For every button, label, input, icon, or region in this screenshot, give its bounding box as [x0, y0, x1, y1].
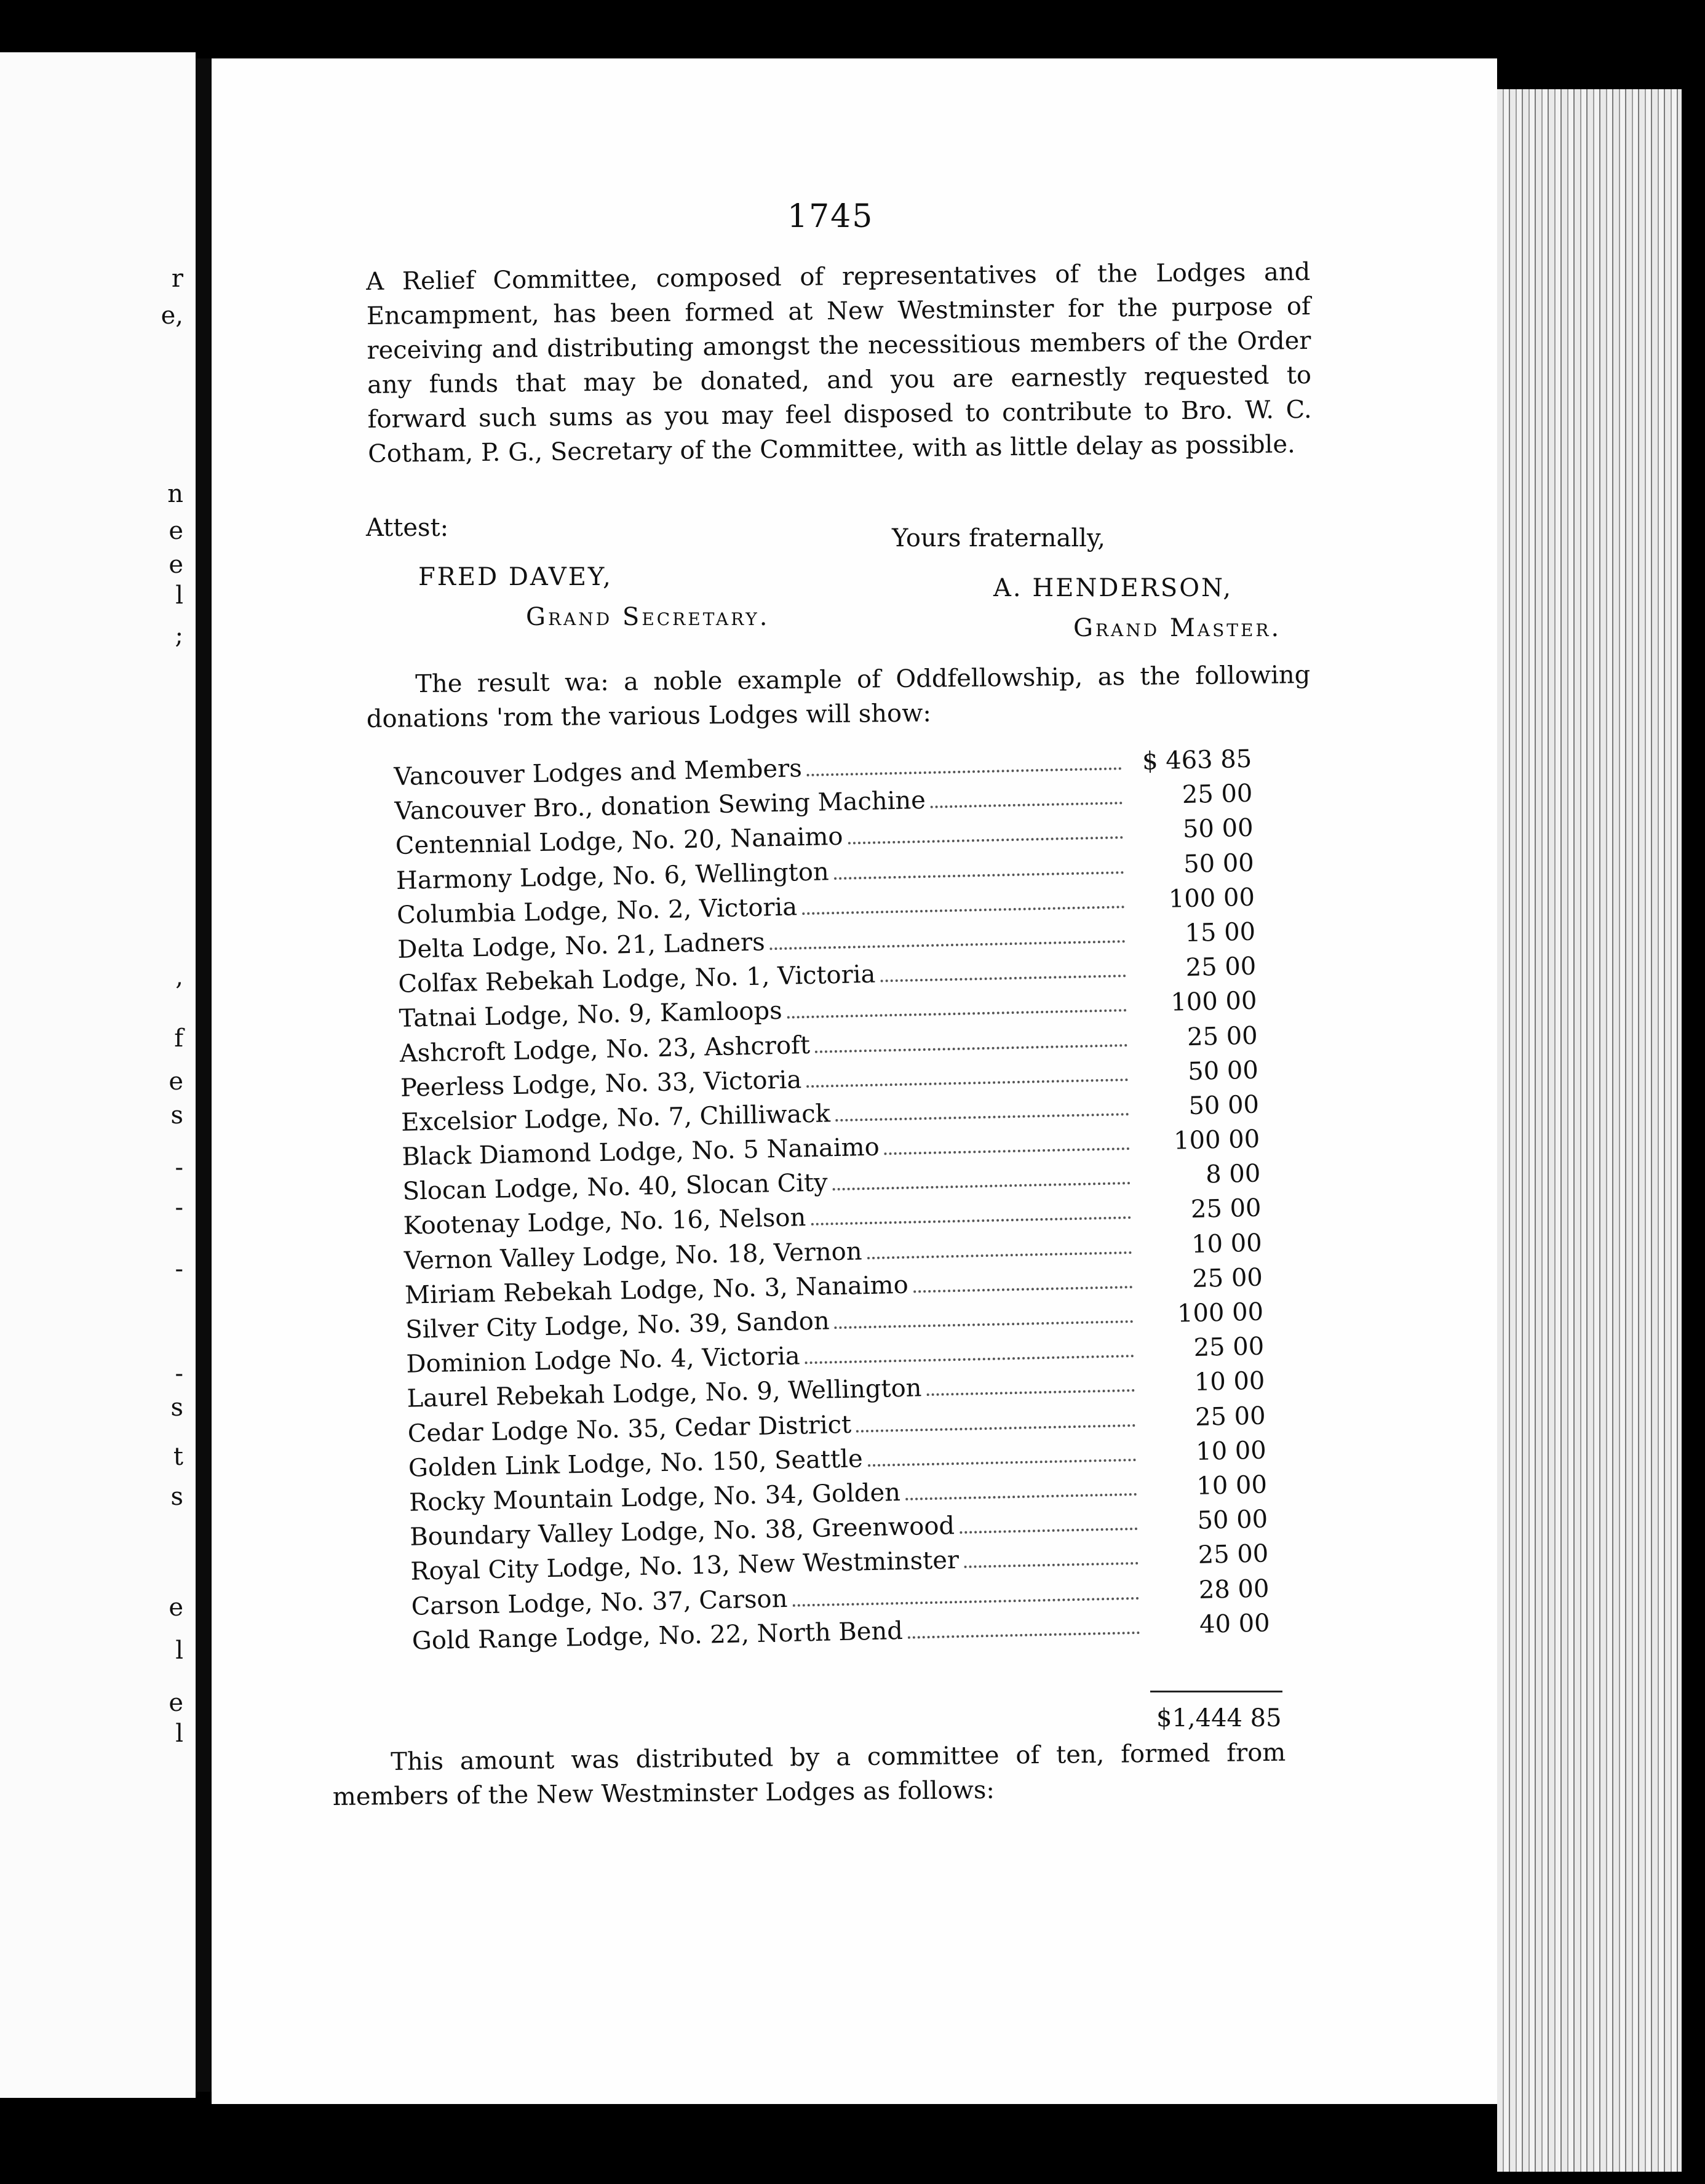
left-fragment-char: -: [175, 1255, 183, 1283]
donation-lodge: Vernon Valley Lodge, No. 18, Vernon: [403, 1237, 862, 1275]
dot-leader: [867, 1251, 1132, 1259]
page-edges: [1497, 89, 1682, 2172]
left-fragment-char: l: [175, 1720, 183, 1748]
dot-leader: [770, 940, 1126, 950]
dot-leader: [802, 906, 1124, 915]
dot-leader: [868, 1459, 1136, 1467]
dot-leader: [834, 871, 1124, 880]
left-fragment-char: l: [175, 1636, 183, 1665]
donation-amount: 28 00: [1198, 1574, 1270, 1604]
donation-lodge: Excelsior Lodge, No. 7, Chilliwack: [400, 1099, 831, 1137]
donation-amount: 100 00: [1168, 883, 1255, 914]
dot-leader: [964, 1562, 1138, 1568]
left-fragment-char: e: [169, 1067, 183, 1096]
dot-leader: [856, 1424, 1135, 1432]
signatory-left-title: Grand Secretary.: [526, 603, 770, 631]
donation-amount: 50 00: [1197, 1505, 1268, 1536]
left-fragment-char: e,: [161, 301, 183, 330]
donation-lodge: Columbia Lodge, No. 2, Victoria: [396, 893, 798, 930]
dot-leader: [960, 1528, 1137, 1534]
donation-lodge: Peerless Lodge, No. 33, Victoria: [400, 1065, 802, 1102]
donation-lodge: Slocan Lodge, No. 40, Slocan City: [402, 1168, 829, 1206]
donation-amount: 100 00: [1177, 1297, 1264, 1328]
donation-lodge: Tatnai Lodge, No. 9, Kamloops: [399, 997, 783, 1034]
page-number: 1745: [787, 198, 874, 235]
donation-lodge: Vancouver Bro., donation Sewing Machine: [394, 786, 926, 826]
left-fragment-char: e: [169, 517, 183, 545]
result-paragraph: The result wa: a noble example of Oddfellowship, as the following donations 'rom the various Lodges will show:: [366, 660, 1311, 733]
signatory-right-name: A. HENDERSON,: [993, 574, 1233, 602]
donation-lodge: Vancouver Lodges and Members: [394, 754, 803, 791]
donation-amount: 25 00: [1185, 952, 1257, 982]
donation-amount: 10 00: [1196, 1470, 1268, 1501]
donation-amount: 50 00: [1187, 1056, 1259, 1086]
donation-amount: 8 00: [1205, 1159, 1261, 1189]
donation-amount: 10 00: [1191, 1229, 1263, 1259]
donation-amount: 25 00: [1193, 1332, 1265, 1363]
donation-lodge: Silver City Lodge, No. 39, Sandon: [405, 1307, 830, 1344]
donation-lodge: Miriam Rebekah Lodge, No. 3, Nanaimo: [404, 1270, 909, 1310]
dot-leader: [833, 1182, 1131, 1190]
donation-amount: 50 00: [1188, 1090, 1260, 1120]
donation-lodge: Cedar Lodge No. 35, Cedar District: [407, 1410, 852, 1448]
book-gutter: [196, 58, 212, 2092]
left-fragment-char: r: [171, 265, 183, 293]
left-fragment-char: ;: [175, 621, 183, 650]
left-fragment-char: ,: [175, 963, 183, 991]
donation-amount: 25 00: [1182, 779, 1253, 810]
donation-amount: 50 00: [1183, 848, 1255, 879]
dot-leader: [908, 1632, 1140, 1639]
donation-lodge: Kootenay Lodge, No. 16, Nelson: [403, 1203, 806, 1241]
left-fragment-char: s: [170, 1393, 183, 1422]
donation-lodge: Golden Link Lodge, No. 150, Seattle: [408, 1445, 864, 1483]
donations-list: [394, 745, 1270, 1662]
donation-amount: 25 00: [1198, 1539, 1269, 1570]
total-rule: [1150, 1691, 1282, 1692]
donation-amount: 25 00: [1186, 1021, 1258, 1051]
donation-amount: 10 00: [1195, 1436, 1267, 1466]
closing-salutation: Yours fraternally,: [892, 524, 1105, 552]
donation-amount: 10 00: [1194, 1366, 1265, 1397]
dot-leader: [835, 1320, 1134, 1329]
dot-leader: [792, 1596, 1139, 1606]
donations-total: $1,444 85: [1156, 1704, 1282, 1732]
dot-leader: [811, 1216, 1131, 1226]
donation-lodge: Royal City Lodge, No. 13, New Westminster: [410, 1546, 960, 1587]
donation-lodge: Dominion Lodge No. 4, Victoria: [406, 1342, 801, 1379]
donation-lodge: Carson Lodge, No. 37, Carson: [411, 1584, 788, 1621]
left-fragment-char: s: [170, 1101, 183, 1130]
donation-amount: 25 00: [1191, 1263, 1263, 1293]
donation-lodge: Black Diamond Lodge, No. 5 Nanaimo: [401, 1133, 880, 1171]
left-fragment-char: e: [169, 1593, 183, 1622]
dot-leader: [905, 1493, 1137, 1501]
dot-leader: [881, 974, 1126, 982]
donation-lodge: Rocky Mountain Lodge, No. 34, Golden: [408, 1478, 901, 1517]
attest-label: Attest:: [366, 514, 449, 542]
dot-leader: [913, 1286, 1132, 1293]
donation-amount: 50 00: [1182, 814, 1254, 844]
dot-leader: [848, 837, 1123, 845]
donation-amount: $ 463 85: [1142, 744, 1252, 776]
donation-amount: 40 00: [1199, 1609, 1271, 1639]
donation-lodge: Centennial Lodge, No. 20, Nanaimo: [395, 823, 843, 861]
left-fragment-char: t: [173, 1443, 183, 1471]
donation-amount: 100 00: [1173, 1125, 1260, 1155]
donation-lodge: Delta Lodge, No. 21, Ladners: [397, 928, 766, 964]
donation-lodge: Colfax Rebekah Lodge, No. 1, Victoria: [398, 960, 876, 999]
left-fragment-char: s: [170, 1483, 183, 1511]
dot-leader: [884, 1147, 1130, 1155]
dot-leader: [787, 1009, 1127, 1019]
left-fragment-char: f: [174, 1024, 183, 1053]
donation-lodge: Ashcroft Lodge, No. 23, Ashcroft: [399, 1030, 811, 1068]
outro-paragraph: This amount was distributed by a committee of ten, formed from members of the New Westminster Lodges as follows:: [332, 1738, 1286, 1811]
left-fragment-char: l: [175, 581, 183, 610]
dot-leader: [835, 1113, 1129, 1122]
donation-lodge: Laurel Rebekah Lodge, No. 9, Wellington: [407, 1374, 922, 1414]
dot-leader: [927, 1389, 1135, 1396]
dot-leader: [931, 802, 1123, 808]
dot-leader: [805, 1355, 1134, 1364]
dot-leader: [807, 767, 1122, 776]
donation-lodge: Gold Range Lodge, No. 22, North Bend: [411, 1616, 904, 1656]
left-fragment-char: -: [175, 1154, 183, 1182]
dot-leader: [815, 1044, 1127, 1053]
left-fragment-char: e: [169, 1689, 183, 1717]
donation-lodge: Boundary Valley Lodge, No. 38, Greenwood: [409, 1512, 955, 1552]
donation-amount: 25 00: [1194, 1401, 1266, 1432]
left-page-margin-fragments: [0, 52, 196, 2098]
left-fragment-char: e: [169, 551, 183, 579]
left-fragment-char: n: [167, 480, 183, 508]
signatory-left-name: FRED DAVEY,: [418, 563, 613, 591]
left-fragment-char: -: [175, 1194, 183, 1222]
left-page: [0, 52, 196, 2098]
donation-amount: 100 00: [1170, 987, 1257, 1017]
donation-amount: 15 00: [1185, 917, 1256, 948]
donation-amount: 25 00: [1190, 1194, 1262, 1224]
dot-leader: [806, 1078, 1128, 1088]
intro-paragraph: A Relief Committee, composed of representatives of the Lodges and Encampment, has been formed at New Westminster for the purpose of receiving and distributing amongst the necessitious members of the Order any funds that may be donated, and you are earnestly requested to forward such sums as you may feel disposed to contribute to Bro. W. C. Cotham, P. G., Secretary of the Committee, with as little delay as possible.: [366, 257, 1312, 468]
left-fragment-char: -: [175, 1360, 183, 1388]
donation-lodge: Harmony Lodge, No. 6, Wellington: [395, 857, 830, 895]
signatory-right-title: Grand Master.: [1073, 614, 1282, 642]
